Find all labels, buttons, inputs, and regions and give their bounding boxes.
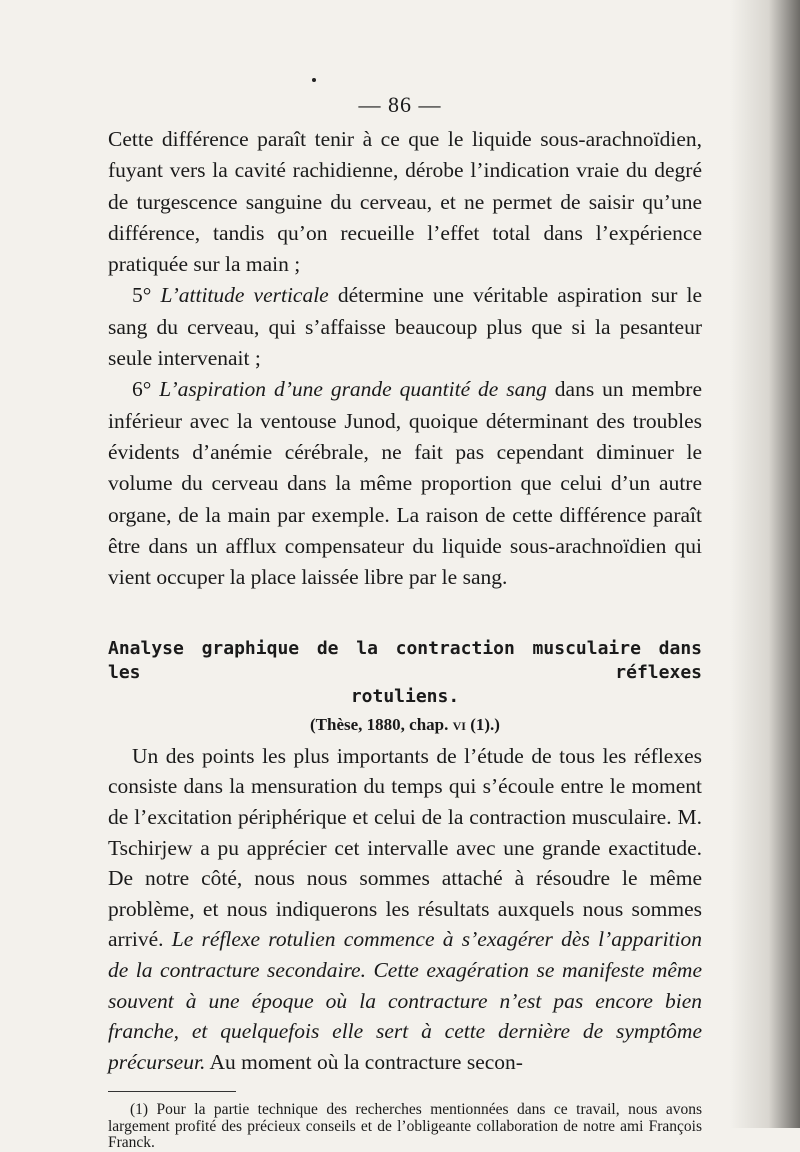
thesis-chapter: vi: [452, 715, 466, 735]
paragraph-tail: Au moment où la contracture secon-: [205, 1049, 523, 1074]
section-title-line2: rotuliens.: [350, 686, 460, 708]
thesis-suffix: (1).): [465, 715, 500, 735]
item-title: L’attitude verticale: [160, 283, 329, 308]
item-number: 5°: [132, 283, 152, 308]
page-edge-shadow: [730, 0, 800, 1128]
paragraph-reflexes: [108, 741, 702, 1078]
thesis-prefix: (Thèse, 1880, chap.: [310, 715, 453, 735]
list-item-5: [108, 280, 702, 374]
item-text: dans un membre inférieur avec la ventouse Junod, quoique déterminant des troubles évidents d’anémie cérébrale, ne fait pas cependant diminuer le volume du cerveau dans la même proportion que celui d’un autre organe, de la main par exemple. La raison de cette différence paraît être dans un afflux compensateur du liquide sous-arachnoïdien qui vient occuper la place laissée libre par le sang.: [108, 377, 702, 590]
item-title: L’aspiration d’une grande quantité de sang: [159, 377, 547, 402]
paragraph-text: Cette différence paraît tenir à ce que le liquide sous-arachnoïdien, fuyant vers la cavité rachidienne, dérobe l’indication vraie du degré de turgescence sanguine du cerveau, et ne permet de saisir qu’une différence, tandis qu’on recueille l’effet total dans l’expérience pratiquée sur la main ;: [108, 127, 702, 277]
paragraph-text: Un des points les plus importants de l’étude de tous les réflexes consiste dans la mensuration du temps qui s’écoule entre le moment de l’excitation périphérique et celui de la contraction musculaire. M. Tschirjew a pu apprécier cet intervalle avec une grande exactitude. De notre côté, nous nous sommes attaché à résoudre le même problème, et nous indiquerons les résultats auxquels nous sommes arrivé.: [108, 743, 702, 952]
paragraph-continuation: [108, 124, 702, 280]
section-title-line1: Analyse graphique de la contraction musculaire dans les réflexes: [108, 638, 702, 684]
item-text: détermine une véritable aspiration sur le sang du cerveau, qui s’affaisse beaucoup plus que si la pesanteur seule intervenait ;: [108, 283, 702, 371]
page-body: [108, 124, 702, 1152]
footnote: (1) Pour la partie technique des recherches mentionnées dans ce travail, nous avons largement profité des précieux conseils et de l’obligeante collaboration de notre ami François Franck.: [108, 1101, 702, 1152]
page-number: — 86 —: [358, 92, 442, 117]
item-number: 6°: [132, 377, 152, 402]
list-item-6: [108, 374, 702, 593]
section-spacer: [108, 593, 702, 637]
paragraph-italic: Le réflexe rotulien commence à s’exagérer dès l’apparition de la contracture secondaire. Cette exagération se manifeste même souvent à une époque où la contracture n’est pas encore bien franche, et quelquefois elle sert à cette dernière de symptôme précurseur.: [108, 927, 702, 1074]
ink-dot: [312, 78, 316, 82]
thesis-reference: [108, 709, 702, 740]
